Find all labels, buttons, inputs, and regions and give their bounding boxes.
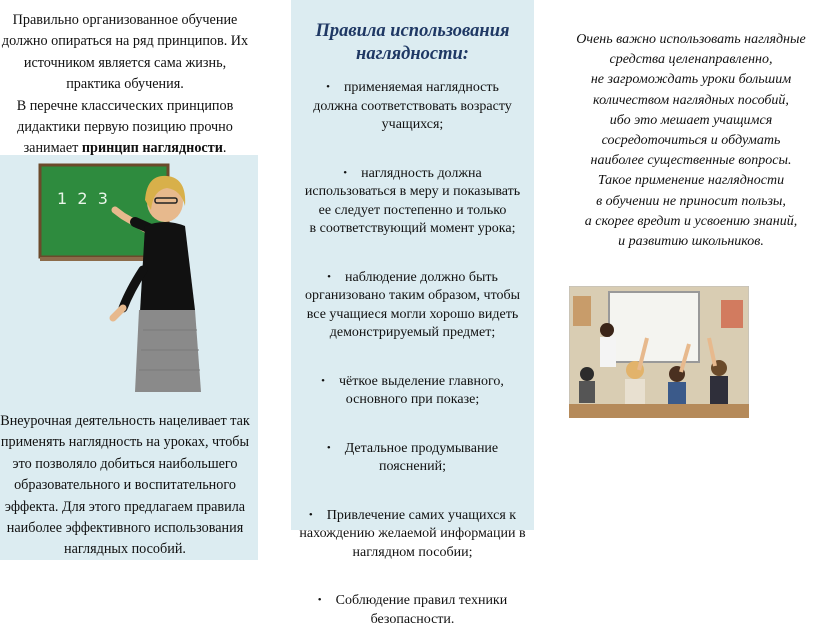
rule-text: наглядность должна	[361, 165, 482, 181]
paragraph-line: эффекта. Для этого предлагаем правила	[4, 498, 246, 515]
rule-text: в соответствующий момент урока;	[309, 221, 516, 236]
advice-line: Такое применение наглядности	[597, 173, 785, 189]
paragraph-line: наиболее эффективного использования	[6, 520, 244, 537]
rules-list	[295, 78, 530, 629]
advice-line: наиболее существенные вопросы.	[590, 153, 792, 169]
rule-text: чёткое выделение главного,	[339, 373, 504, 389]
rule-text: все учащиеся могли хорошо видеть	[306, 306, 519, 322]
rule-item	[295, 372, 530, 410]
paragraph-line: наглядных пособий.	[64, 541, 186, 558]
intro-line: должно опираться на ряд принципов. Их	[1, 33, 249, 50]
rules-panel	[291, 0, 534, 627]
intro-line: дидактики первую позицию прочно	[17, 119, 233, 136]
rule-text: наглядном пособии;	[352, 544, 473, 560]
rule-text: безопасности.	[370, 611, 455, 627]
intro-line: источником является сама жизнь,	[23, 54, 227, 71]
advice-line: и развитию школьников.	[618, 234, 764, 250]
paragraph-line: образовательного и воспитательного	[14, 477, 236, 494]
rule-item	[295, 591, 530, 629]
rule-text: пояснений;	[379, 459, 446, 474]
paragraph-line: Внеурочная деятельность нацеливает так	[0, 413, 250, 429]
bullet-icon: •	[343, 166, 348, 179]
paragraph-line: это позволяло добиться наибольшего	[12, 455, 238, 472]
bullet-icon: •	[326, 441, 331, 454]
rule-text: Привлечение самих учащихся к	[326, 507, 517, 523]
rule-text: организовано таким образом, чтобы	[304, 288, 521, 303]
rule-item	[295, 506, 530, 563]
advice-line: средства целенаправленно,	[609, 52, 773, 68]
advice-line: в обучении не приносит пользы,	[596, 193, 786, 209]
rule-item	[295, 268, 530, 343]
advice-line: сосредоточиться и обдумать	[601, 133, 781, 149]
bullet-icon: •	[308, 508, 313, 521]
chalkboard-digits: 1 2 3	[57, 189, 108, 208]
bullet-icon: •	[321, 374, 326, 387]
intro-line: В перечне классических принципов	[16, 97, 234, 114]
intro-line-last: занимает принцип наглядности.	[23, 140, 227, 157]
intro-paragraph	[0, 10, 258, 160]
rule-text: ее следует постепенно и только	[318, 202, 507, 218]
principle-highlight: принцип наглядности	[81, 140, 223, 157]
paragraph-line: применять наглядность на уроках, чтобы	[0, 434, 250, 451]
rule-text: наблюдение должно быть	[344, 269, 498, 285]
rule-text: использоваться в меру и показывать	[304, 184, 521, 199]
extracurricular-paragraph	[0, 411, 260, 561]
classroom-photo	[569, 286, 749, 418]
rule-text: учащихся;	[381, 117, 444, 132]
advice-paragraph	[562, 30, 816, 252]
advice-line: не загромождать уроки большим	[590, 72, 792, 88]
rule-item	[295, 164, 530, 239]
rule-item	[295, 78, 530, 135]
rule-text: основного при показе;	[345, 392, 480, 407]
bullet-icon: •	[317, 594, 322, 606]
rule-text: Соблюдение правил техники	[335, 593, 508, 608]
rule-text: нахождению желаемой информации в	[299, 526, 526, 541]
teacher-at-chalkboard-illustration	[35, 160, 235, 400]
rules-title: Правила использования наглядности:	[315, 21, 510, 64]
rule-text: применяемая наглядность	[343, 80, 499, 95]
intro-line: практика обучения.	[66, 76, 184, 93]
rule-item	[295, 439, 530, 477]
bullet-icon: •	[327, 270, 331, 283]
rule-text: Детальное продумывание	[344, 440, 499, 456]
bullet-icon: •	[326, 81, 330, 93]
advice-line: а скорее вредит и усвоению знаний,	[584, 213, 798, 229]
advice-line: ибо это мешает учащимся	[609, 112, 773, 128]
rule-text: демонстрируемый предмет;	[329, 325, 496, 340]
advice-line: Очень важно использовать наглядные	[576, 32, 806, 47]
rule-text: должна соответствовать возрасту	[313, 98, 512, 114]
intro-line: Правильно организованное обучение	[12, 12, 238, 28]
advice-line: количеством наглядных пособий,	[593, 92, 789, 108]
